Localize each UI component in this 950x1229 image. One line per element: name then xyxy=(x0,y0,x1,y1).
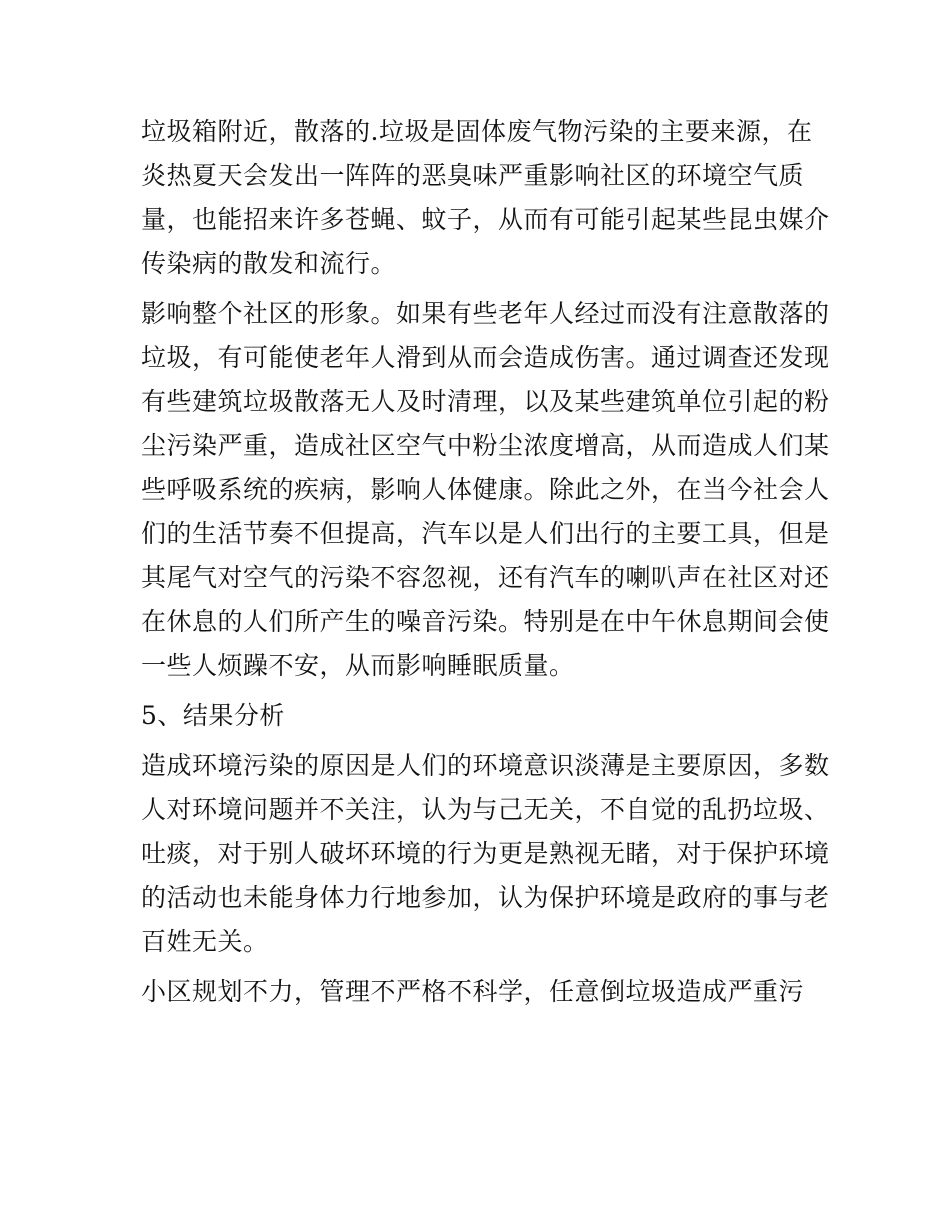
section-heading-text: 5、结果分析 xyxy=(141,701,285,730)
text-line: 小区规划不力，管理不严格不科学，任意倒垃圾造成严重污 xyxy=(141,977,805,1006)
text-line: 的活动也未能身体力行地参加，认为保护环境是政府的事与老 xyxy=(141,883,830,912)
text-line: 造成环境污染的原因是人们的环境意识淡薄是主要原因，多数 xyxy=(141,751,830,780)
text-line: 有些建筑垃圾散落无人及时清理，以及某些建筑单位引起的粉 xyxy=(141,387,830,416)
text-line: 垃圾箱附近，散落的.垃圾是固体废气物污染的主要来源，在 xyxy=(141,117,813,146)
text-line: 其尾气对空气的污染不容忽视，还有汽车的喇叭声在社区对还 xyxy=(141,563,830,592)
text-line: 吐痰，对于别人破坏环境的行为更是熟视无睹，对于保护环境 xyxy=(141,839,830,868)
text-line: 影响整个社区的形象。如果有些老年人经过而没有注意散落的 xyxy=(141,299,830,328)
paragraph-2 xyxy=(141,292,830,688)
section-heading xyxy=(141,694,813,738)
text-line: 炎热夏天会发出一阵阵的恶臭味严重影响社区的环境空气质 xyxy=(141,161,805,190)
paragraph-4 xyxy=(141,970,813,1014)
text-line: 百姓无关。 xyxy=(141,927,269,956)
text-line: 人对环境问题并不关注，认为与己无关，不自觉的乱扔垃圾、 xyxy=(141,795,830,824)
document-body xyxy=(141,110,830,1014)
text-line: 些呼吸系统的疾病，影响人体健康。除此之外，在当今社会人 xyxy=(141,475,830,504)
text-line: 在休息的人们所产生的噪音污染。特别是在中午休息期间会使 xyxy=(141,607,830,636)
paragraph-1 xyxy=(141,110,830,286)
text-line: 垃圾，有可能使老年人滑到从而会造成伤害。通过调查还发现 xyxy=(141,343,830,372)
text-line: 尘污染严重，造成社区空气中粉尘浓度增高，从而造成人们某 xyxy=(141,431,830,460)
text-line: 传染病的散发和流行。 xyxy=(141,249,397,278)
text-line: 量，也能招来许多苍蝇、蚊子，从而有可能引起某些昆虫媒介 xyxy=(141,205,830,234)
text-line: 们的生活节奏不但提高，汽车以是人们出行的主要工具，但是 xyxy=(141,519,830,548)
paragraph-3 xyxy=(141,744,830,964)
text-line: 一些人烦躁不安，从而影响睡眠质量。 xyxy=(141,651,575,680)
